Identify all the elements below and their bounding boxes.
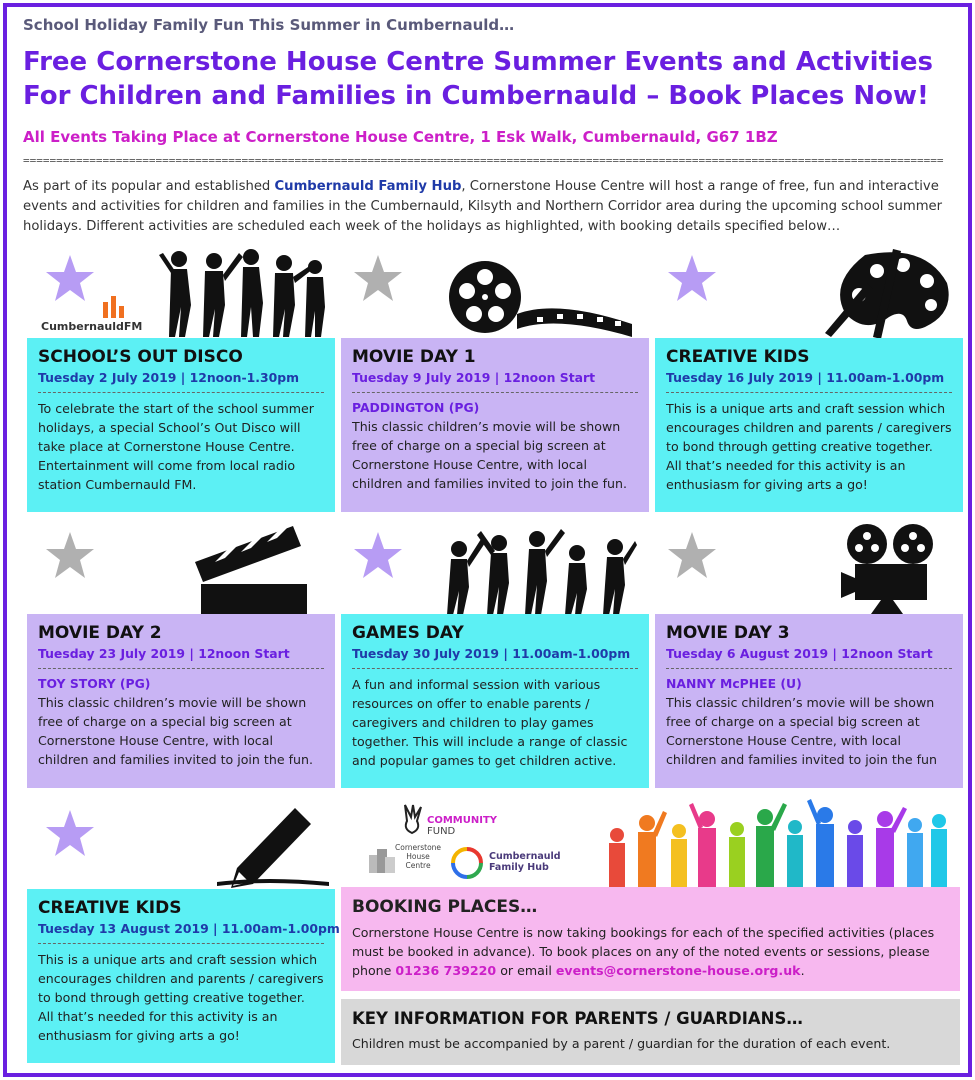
booking-title: BOOKING PLACES… bbox=[352, 897, 538, 917]
card-title: CREATIVE KIDS bbox=[666, 347, 810, 367]
cornerstone-logo-icon bbox=[367, 845, 397, 875]
card-divider bbox=[666, 668, 952, 669]
card-divider bbox=[38, 943, 324, 944]
star-icon bbox=[351, 529, 405, 581]
projector-icon bbox=[841, 522, 945, 614]
clapperboard-icon bbox=[193, 522, 309, 614]
card-date: Tuesday 13 August 2019 | 11.00am-1.00pm bbox=[38, 921, 340, 936]
booking-text: . bbox=[800, 963, 805, 978]
community-fund-logo-icon bbox=[399, 803, 425, 835]
key-information-panel bbox=[341, 999, 960, 1065]
intro-text: As part of its popular and established bbox=[23, 179, 275, 194]
card-divider bbox=[352, 668, 638, 669]
card-title: GAMES DAY bbox=[352, 623, 464, 643]
card-divider bbox=[666, 392, 952, 393]
headline bbox=[23, 45, 963, 113]
cornerstone-logo bbox=[395, 843, 441, 870]
family-hub-link: Cumbernauld Family Hub bbox=[274, 179, 462, 194]
card-title: SCHOOL’S OUT DISCO bbox=[38, 347, 243, 367]
cumbernauld-fm-logo-icon bbox=[99, 294, 129, 320]
dancers-icon bbox=[159, 245, 329, 337]
film-title: TOY STORY (PG) bbox=[38, 676, 151, 691]
star-icon bbox=[665, 529, 719, 581]
booking-text: Cornerstone House Centre is now taking bookings for each of the specified activities (places must be booked in advance). To book places on any of the noted events or sessions, please phone bbox=[352, 925, 935, 978]
event-card bbox=[655, 614, 963, 788]
key-information-title: KEY INFORMATION FOR PARENTS / GUARDIANS… bbox=[352, 1009, 803, 1028]
card-title: CREATIVE KIDS bbox=[38, 898, 182, 918]
star-icon bbox=[43, 252, 97, 304]
venue-address: All Events Taking Place at Cornerstone House Centre, 1 Esk Walk, Cumbernauld, G67 1BZ bbox=[23, 128, 778, 146]
event-card bbox=[27, 614, 335, 788]
divider-rule: =========================================================================================================================================== bbox=[23, 154, 944, 167]
event-card bbox=[341, 338, 649, 512]
card-title: MOVIE DAY 3 bbox=[666, 623, 790, 643]
kicker-text: School Holiday Family Fun This Summer in Cumbernauld… bbox=[23, 16, 515, 34]
film-title: PADDINGTON (PG) bbox=[352, 400, 480, 415]
card-divider bbox=[352, 392, 638, 393]
event-card bbox=[655, 338, 963, 512]
card-title: MOVIE DAY 1 bbox=[352, 347, 476, 367]
children-icon bbox=[437, 525, 637, 615]
children-silhouettes-icon bbox=[603, 797, 949, 887]
star-icon bbox=[665, 252, 719, 304]
star-icon bbox=[43, 529, 97, 581]
card-date: Tuesday 2 July 2019 | 12noon-1.30pm bbox=[38, 370, 299, 385]
card-body: To celebrate the start of the school summer holidays, a special School’s Out Disco will take place at Cornerstone House Centre. Entertainment will come from local radio station Cumbernauld FM. bbox=[38, 401, 314, 492]
community-fund-text: FUND bbox=[427, 826, 456, 837]
event-card bbox=[341, 614, 649, 788]
family-hub-text: Family Hub bbox=[489, 862, 549, 873]
headline-line-1: Free Cornerstone House Centre Summer Events and Activities bbox=[23, 47, 934, 77]
booking-panel bbox=[341, 887, 960, 991]
card-divider bbox=[38, 392, 324, 393]
card-date: Tuesday 30 July 2019 | 11.00am-1.00pm bbox=[352, 646, 631, 661]
cornerstone-text: Centre bbox=[405, 861, 431, 870]
card-date: Tuesday 9 July 2019 | 12noon Start bbox=[352, 370, 596, 385]
booking-body bbox=[352, 923, 949, 980]
event-card bbox=[27, 338, 335, 512]
card-date: Tuesday 6 August 2019 | 12noon Start bbox=[666, 646, 933, 661]
card-date: Tuesday 23 July 2019 | 12noon Start bbox=[38, 646, 290, 661]
cornerstone-text: Cornerstone bbox=[395, 843, 442, 852]
intro-text-cont: , Cornerstone House Centre will host a range of free, fun and interactive events and activities for children and families in the Cumbernauld, Kilsyth and Northern Corridor area during the upcoming school summer holidays. Different activities are scheduled each week of the holidays as highlighted, with booking details specified below… bbox=[23, 179, 943, 234]
booking-phone-link[interactable]: 01236 739220 bbox=[395, 963, 497, 978]
cumbernauld-fm-logo: CumbernauldFM bbox=[41, 320, 143, 333]
community-fund-text: COMMUNITY bbox=[427, 815, 498, 826]
card-body: This classic children’s movie will be shown free of charge on a special big screen at Cornerstone House Centre, with local children and families invited to join the fun. bbox=[352, 419, 627, 491]
card-body: This is a unique arts and craft session which encourages children and parents / caregivers to bond through getting creative together. All that’s needed for this activity is an enthusiasm for giving arts a go! bbox=[38, 952, 324, 1043]
booking-email-link[interactable]: events@cornerstone-house.org.uk bbox=[555, 963, 801, 978]
star-icon bbox=[43, 807, 97, 859]
film-reel-icon bbox=[447, 259, 637, 339]
family-hub-logo bbox=[489, 851, 561, 873]
key-information-body: Children must be accompanied by a parent / guardian for the duration of each event. bbox=[352, 1036, 891, 1051]
family-hub-text: Cumbernauld bbox=[489, 851, 561, 862]
palette-icon bbox=[815, 243, 955, 339]
cornerstone-text: House bbox=[406, 852, 430, 861]
booking-text: or email bbox=[496, 963, 556, 978]
card-body: This classic children’s movie will be shown free of charge on a special big screen at Cornerstone House Centre, with local children and families invited to join the fun. bbox=[38, 695, 313, 767]
card-divider bbox=[38, 668, 324, 669]
community-fund-logo bbox=[427, 815, 497, 837]
card-date: Tuesday 16 July 2019 | 11.00am-1.00pm bbox=[666, 370, 945, 385]
intro-paragraph bbox=[23, 177, 963, 237]
poster bbox=[3, 3, 972, 1077]
pencil-icon bbox=[207, 802, 331, 888]
headline-line-2: For Children and Families in Cumbernauld – Book Places Now! bbox=[23, 81, 929, 111]
event-card bbox=[27, 889, 340, 1063]
film-title: NANNY McPHEE (U) bbox=[666, 676, 802, 691]
card-body: A fun and informal session with various resources on offer to enable parents / caregivers and children to play games together. This will include a range of classic and popular games to get children active. bbox=[352, 677, 628, 768]
family-hub-logo-icon bbox=[449, 845, 485, 881]
card-title: MOVIE DAY 2 bbox=[38, 623, 162, 643]
card-body: This is a unique arts and craft session which encourages children and parents / caregivers to bond through getting creative together. All that’s needed for this activity is an enthusiasm for giving arts a go! bbox=[666, 401, 952, 492]
star-icon bbox=[351, 252, 405, 304]
card-body: This classic children’s movie will be shown free of charge on a special big screen at Cornerstone House Centre, with local children and families invited to join the fun bbox=[666, 695, 937, 767]
